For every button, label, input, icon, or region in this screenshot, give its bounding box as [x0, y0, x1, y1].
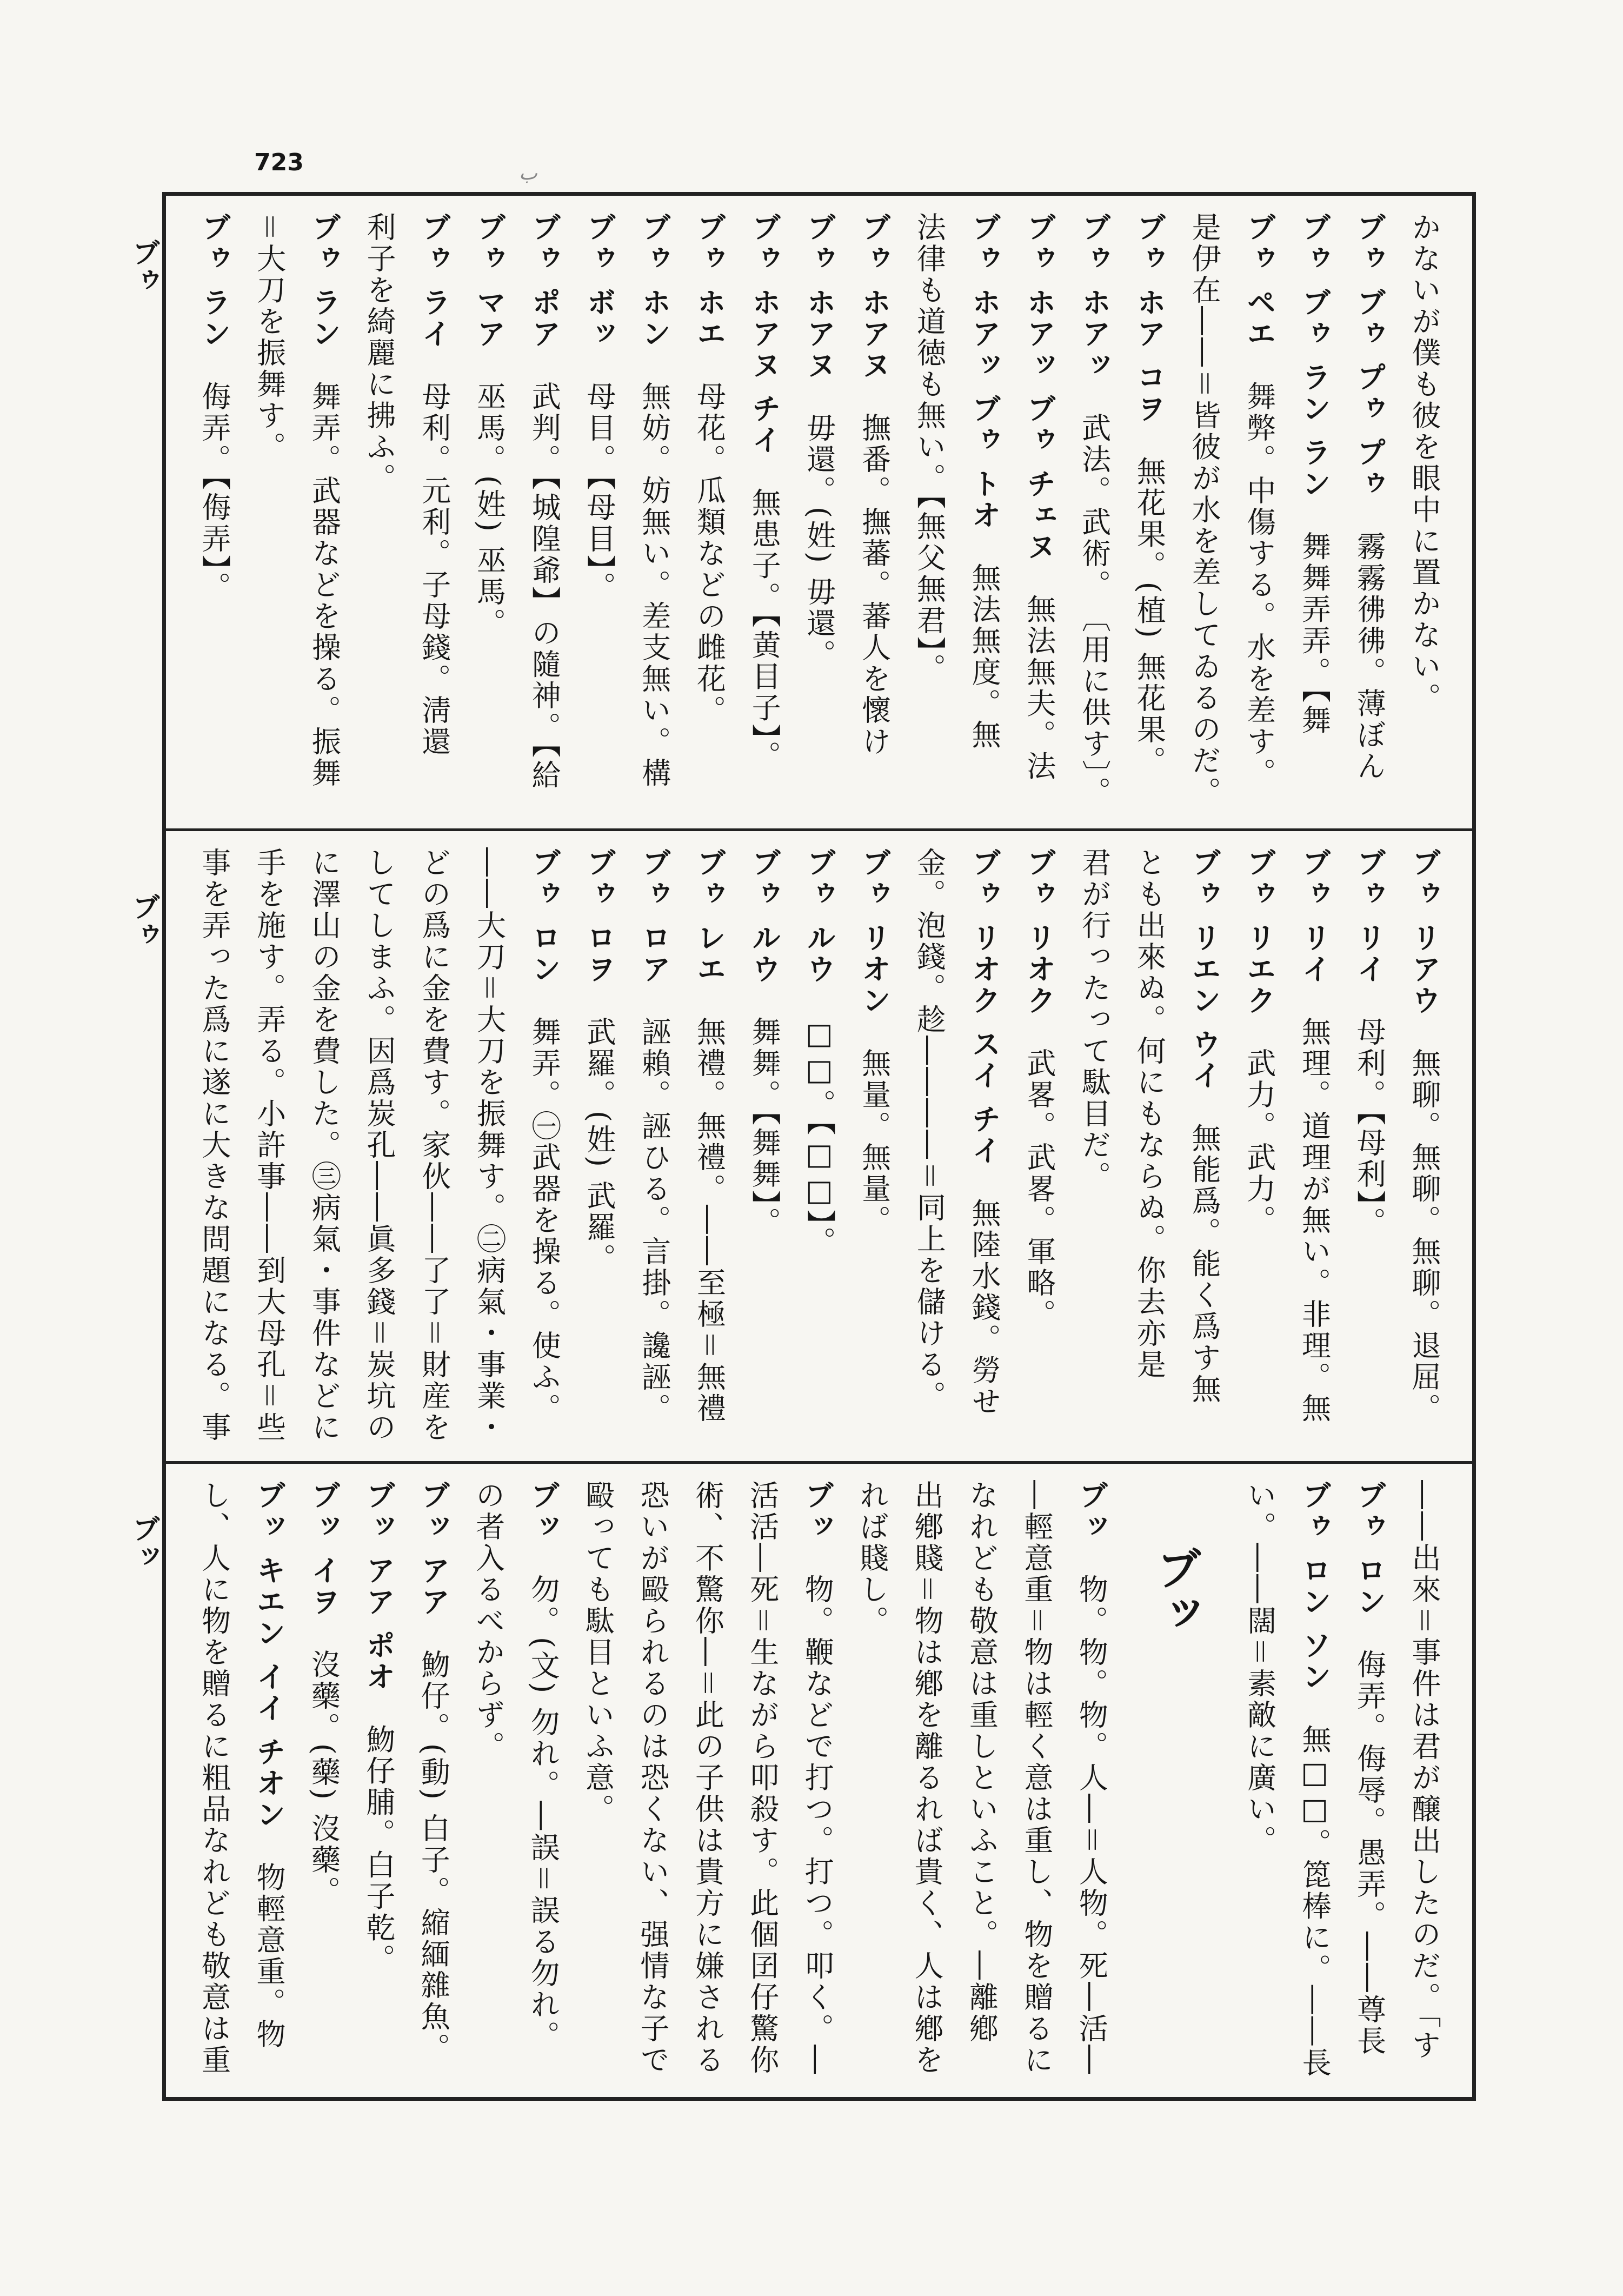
entry-definition: 利子を綺麗に拂ふ。: [362, 212, 397, 494]
entry-definition: 誣賴。誣ひる。言掛。讒誣。: [637, 1016, 671, 1424]
entry-headword: ブゥ ロン ソン: [1298, 1480, 1332, 1693]
dictionary-entry: [1232, 212, 1287, 812]
dictionary-entry: [1342, 847, 1397, 1445]
entry-headword: ブゥ ラン: [197, 212, 231, 350]
entry-definition: □□。【□□】。: [802, 1016, 836, 1258]
entry-continuation: [1397, 1480, 1452, 2081]
entry-headword: ブゥ ホアヌ: [802, 212, 836, 381]
dictionary-entry: [791, 212, 847, 812]
entry-definition: 法律も道徳も無い。【無父無君】。: [912, 212, 947, 685]
entry-continuation: [242, 847, 297, 1445]
dictionary-entry: [1122, 212, 1177, 812]
dictionary-entry: [571, 212, 627, 812]
dictionary-entry: [1012, 847, 1067, 1445]
entry-headword: ブゥ レエ: [692, 847, 727, 985]
dictionary-entry: [407, 212, 462, 812]
dictionary-entry: [517, 212, 572, 812]
dictionary-entry: [1176, 847, 1232, 1445]
entry-headword: ブゥ マア: [472, 212, 507, 350]
entry-continuation: [626, 1480, 680, 2081]
dictionary-entry: [682, 847, 737, 1445]
entry-headword: ブゥ ペエ: [1242, 212, 1276, 350]
entry-definition: 無妨。妨無い。差支無い。構: [637, 381, 671, 789]
dictionary-entry: [847, 847, 902, 1445]
dictionary-entry: [627, 847, 682, 1445]
entry-definition: 魩仔。(動) 白子。縮緬雜魚。: [416, 1649, 451, 2065]
entry-definition: してしまふ。因爲炭孔――眞多錢＝炭坑の: [362, 847, 397, 1443]
entry-headword: ブッ アア ポオ: [361, 1480, 396, 1693]
entry-headword: ブゥ ホアヌ: [857, 212, 892, 381]
side-label-top: ブゥ: [127, 238, 159, 294]
dictionary-entry: [516, 1480, 570, 2081]
entry-continuation: [462, 847, 517, 1445]
entry-headword: ブゥ ブゥ ラン ラン: [1297, 212, 1332, 500]
dictionary-entry: [791, 847, 847, 1445]
dictionary-entry: [1232, 847, 1287, 1445]
entry-continuation: [351, 847, 407, 1445]
entry-continuation: [735, 1480, 789, 2081]
entry-definition: 物輕意重。物: [251, 1862, 286, 2051]
entry-continuation: [570, 1480, 625, 2081]
entry-headword: ブゥ リオク: [1022, 847, 1056, 1017]
entry-definition: し、人に物を贈るに粗品なれども敬意は重: [197, 1480, 231, 2076]
entry-headword: ブッ: [1074, 1480, 1109, 1543]
entry-headword: ブゥ ホエ: [692, 212, 727, 350]
entry-headword: ブゥ ロア: [637, 847, 671, 985]
entry-definition: い。――闊＝素敵に廣い。: [1242, 1480, 1277, 1856]
dictionary-entry: [517, 847, 572, 1445]
entry-definition: 巫馬。(姓) 巫馬。: [472, 381, 507, 640]
entry-continuation: [902, 212, 957, 812]
entry-definition: ――大刀＝大刀を振舞す。㊁病氣・事業・: [472, 847, 507, 1443]
entry-headword: ブゥ ラン: [307, 212, 342, 350]
entry-continuation: [407, 847, 462, 1445]
entry-definition: 毆っても駄目といふ意。: [581, 1480, 615, 1825]
entry-headword: ブゥ ホアッ ブゥ トオ: [967, 212, 1002, 532]
entry-definition: 出鄕賤＝物は鄕を離るれば貴く、人は鄕を: [910, 1480, 944, 2076]
dictionary-entry: [1342, 212, 1397, 812]
entry-headword: ブゥ リオク スイ チイ: [967, 847, 1002, 1167]
dictionary-entry: [462, 212, 517, 812]
entry-definition: 武判。【城隍爺】の隨神。【給: [527, 381, 562, 791]
entry-headword: ブゥ ルウ: [747, 847, 782, 985]
entry-headword: ブゥ ロヲ: [582, 847, 616, 985]
dictionary-entry: [297, 212, 352, 812]
dictionary-entry: [1287, 847, 1342, 1445]
entry-definition: れば賤し。: [855, 1480, 889, 1637]
dictionary-entry: [242, 1480, 296, 2081]
entry-definition: なれども敬意は重しといふこと。―離鄕: [965, 1480, 999, 2045]
entry-definition: 物。物。物。人―＝人物。死―活―: [1074, 1574, 1109, 2076]
entry-definition: 侮弄。【侮弄】。: [197, 381, 231, 603]
entry-definition: 無能爲。能く爲す無: [1187, 1123, 1222, 1405]
entry-continuation: [954, 1480, 1009, 2081]
entry-headword: ブゥ ホア コヲ: [1132, 212, 1167, 425]
entry-definition: 無法無度。無: [967, 562, 1002, 751]
entry-headword: ブッ キエン イイ チオン: [251, 1480, 286, 1831]
entry-headword: ブゥ ホアッ: [1077, 212, 1112, 381]
entry-definition: 母目。【母目】。: [582, 381, 616, 603]
entry-headword: ブッ: [800, 1480, 835, 1543]
dictionary-entry: [627, 212, 682, 812]
entry-headword: ブゥ ポア: [527, 212, 562, 350]
entry-definition: 事を弄った爲に遂に大きな問題になる。事: [197, 847, 231, 1443]
entry-continuation: [1176, 212, 1232, 812]
band-middle: [166, 828, 1472, 1461]
entry-continuation: [242, 212, 297, 812]
entry-headword: ブゥ ルウ: [802, 847, 836, 985]
entry-definition: 舞弊。中傷する。水を差す。: [1242, 381, 1276, 789]
band-bottom-columns: [187, 1480, 1452, 2081]
entry-headword: ブゥ ロン: [1352, 1480, 1387, 1618]
entry-headword: ブゥ リイ: [1297, 847, 1332, 985]
band-top-columns: [187, 212, 1452, 812]
entry-headword: ブゥ ホン: [637, 212, 671, 350]
entry-continuation: [844, 1480, 899, 2081]
entry-definition: 霧霧彿彿。薄ぼん: [1352, 531, 1387, 782]
dictionary-frame: [162, 192, 1476, 2101]
entry-definition: 舞舞弄弄。【舞: [1297, 531, 1332, 736]
entry-definition: 無法無夫。法: [1022, 594, 1056, 782]
entry-definition: 無陸水錢。勞せ: [967, 1198, 1002, 1418]
band-bottom: [166, 1461, 1472, 2097]
entry-continuation: [1232, 1480, 1287, 2081]
dictionary-entry: [682, 212, 737, 812]
entry-definition: 武法。武術。 〔用に供す〕。: [1077, 412, 1112, 808]
dictionary-entry: [1396, 847, 1452, 1445]
dictionary-entry: [736, 847, 791, 1445]
entry-headword: ブッ イヲ: [307, 1480, 341, 1618]
entry-definition: 無禮。無禮。――至極＝無禮: [692, 1016, 727, 1424]
entry-headword: ブゥ リエン ウイ: [1187, 847, 1222, 1092]
entry-definition: 無□□。箆棒に。――長: [1298, 1724, 1332, 2079]
entry-definition: 無聊。無聊。無聊。退屈。: [1407, 1047, 1441, 1424]
entry-headword: ブゥ リイ: [1352, 847, 1387, 985]
entry-definition: 無花果。(植) 無花果。: [1132, 456, 1167, 777]
entry-definition: 手を施す。弄る。小許事――到大母孔＝些: [252, 847, 287, 1443]
entry-continuation: [1067, 847, 1122, 1445]
dictionary-entry: [1012, 212, 1067, 812]
entry-definition: 侮弄。侮辱。愚弄。――尊長: [1352, 1649, 1387, 2057]
entry-definition: 術、不驚你―＝此の子供は貴方に嫌される: [690, 1480, 725, 2076]
dictionary-entry: [406, 1480, 461, 2081]
dictionary-entry: [847, 212, 902, 812]
band-middle-columns: [187, 847, 1452, 1445]
dictionary-entry: [1067, 212, 1122, 812]
entry-definition: 撫番。撫蕃。蕃人を懷け: [857, 412, 892, 758]
entry-headword: ブゥ ロン: [527, 847, 562, 985]
entry-continuation: [187, 847, 242, 1445]
pencil-annotation: ب: [519, 162, 537, 184]
entry-definition: 無量。無量。: [857, 1047, 892, 1236]
entry-definition: 沒藥。(藥) 沒藥。: [307, 1649, 341, 1908]
dictionary-entry: [571, 847, 627, 1445]
entry-definition: 恐いが毆られるのは恐くない、强情な子で: [635, 1480, 670, 2076]
entry-definition: 勿。(文) 勿れ。―誤＝誤る勿れ。: [526, 1574, 561, 2052]
entry-headword: ブゥ ライ: [417, 212, 451, 350]
entry-definition: 魩仔脯。白子乾。: [361, 1724, 396, 1975]
entry-definition: 舞弄。㊀武器を操る。使ふ。: [527, 1016, 562, 1424]
entry-definition: ＝大刀を振舞す。: [252, 212, 287, 463]
entry-definition: 母利。【母利】。: [1352, 1016, 1387, 1238]
entry-continuation: [900, 1480, 954, 2081]
entry-headword: ブッ: [526, 1480, 561, 1543]
entry-definition: 是伊在――＝皆彼が水を差してゐるのだ。: [1187, 212, 1222, 808]
entry-definition: 無患子。【黄目子】。: [747, 487, 782, 772]
entry-definition: 毋還。(姓) 毋還。: [802, 412, 836, 671]
entry-definition: の者入るべからず。: [471, 1480, 505, 1762]
entry-continuation: [461, 1480, 515, 2081]
entry-definition: 活活―死＝生ながら叩殺す。此個囝仔驚你: [745, 1480, 780, 2076]
dictionary-entry: [736, 212, 791, 812]
entry-definition: 金。泡錢。趁――――＝同上を儲ける。: [912, 847, 947, 1412]
dictionary-entry: [187, 212, 242, 812]
entry-continuation: [1009, 1480, 1063, 2081]
entry-definition: 舞舞。【舞舞】。: [747, 1016, 782, 1238]
entry-definition: ――出來＝事件は君が醸出したのだ。「す: [1407, 1480, 1441, 2061]
entry-continuation: [187, 1480, 241, 2081]
dictionary-entry: [1287, 1480, 1342, 2081]
entry-definition: 無理。道理が無い。非理。無: [1297, 1016, 1332, 1424]
entry-definition: 母花。瓜類などの雌花。: [692, 381, 727, 726]
entry-headword: ブゥ ホアヌ チイ: [747, 212, 782, 456]
entry-continuation: [351, 212, 407, 812]
entry-headword: ブゥ ホアッ ブゥ チェヌ: [1022, 212, 1056, 563]
dictionary-entry: [1287, 212, 1342, 812]
page-number: 723: [254, 149, 304, 176]
entry-definition: ―輕意重＝物は輕く意は重し、物を贈るに: [1019, 1480, 1054, 2076]
entry-headword: ブゥ ブゥ プゥ プゥ: [1352, 212, 1387, 500]
entry-headword: ブゥ リアウ: [1407, 847, 1441, 1017]
entry-definition: とも出來ぬ。何にもならぬ。你去亦是: [1132, 847, 1167, 1381]
dictionary-entry: [296, 1480, 351, 2081]
entry-definition: に澤山の金を費した。㊂病氣・事件などに: [307, 847, 342, 1443]
entry-continuation: [680, 1480, 735, 2081]
entry-headword: ブゥ リオン: [857, 847, 892, 1017]
side-label-middle: ブゥ: [127, 892, 159, 948]
entry-definition: 武力。武力。: [1242, 1047, 1276, 1236]
entry-definition: かないが僕も彼を眼中に置かない。: [1407, 212, 1441, 714]
entry-definition: 物。鞭などで打つ。打つ。叩く。―: [800, 1574, 835, 2076]
side-label-bottom: ブッ: [127, 1514, 159, 1570]
dictionary-entry: [1342, 1480, 1396, 2081]
entry-headword: ブゥ リエク: [1242, 847, 1276, 1017]
entry-continuation: [1122, 847, 1177, 1445]
dictionary-entry: [956, 212, 1012, 812]
entry-continuation: [902, 847, 957, 1445]
entry-continuation: [1396, 212, 1452, 812]
entry-definition: 武羅。(姓) 武羅。: [582, 1016, 616, 1275]
section-title: ブッ: [1149, 1545, 1202, 1636]
entry-definition: 母利。元利。子母錢。淸還: [417, 381, 451, 758]
entry-definition: 君が行ったって駄目だ。: [1077, 847, 1112, 1192]
entry-definition: どの爲に金を費す。家伙――了了＝財産を: [417, 847, 451, 1443]
dictionary-entry: [790, 1480, 844, 2081]
entry-continuation: [297, 847, 352, 1445]
dictionary-entry: [956, 847, 1012, 1445]
entry-definition: 武畧。武畧。軍略。: [1022, 1047, 1056, 1330]
entry-definition: 舞弄。武器などを操る。振舞: [307, 381, 342, 789]
entry-headword: ブッ アア: [416, 1480, 451, 1618]
entry-headword: ブゥ ボッ: [582, 212, 616, 350]
band-top: [166, 196, 1472, 828]
dictionary-entry: [351, 1480, 405, 2081]
dictionary-entry: [1064, 1480, 1119, 2081]
